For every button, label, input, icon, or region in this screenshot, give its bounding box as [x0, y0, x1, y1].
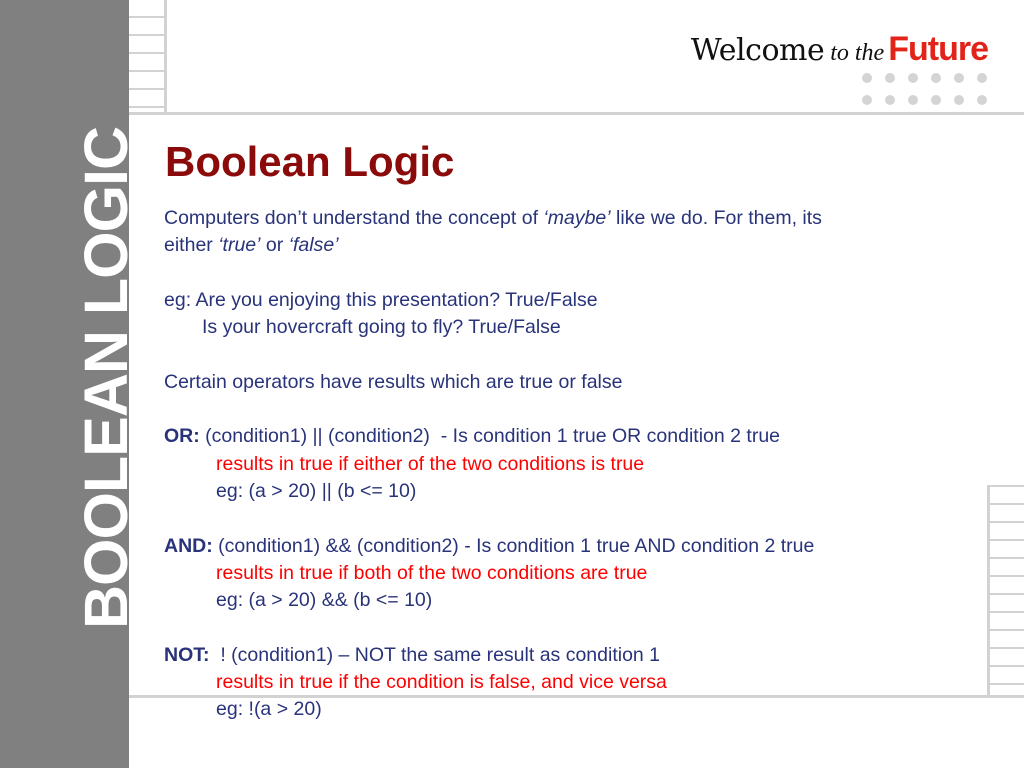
sidebar-vertical-title: BOOLEAN LOGIC	[72, 126, 140, 630]
slide-title: Boolean Logic	[165, 138, 455, 185]
and-result: results in true if both of the two conditions are true	[216, 561, 648, 584]
operators-intro: Certain operators have results which are true or false	[164, 370, 623, 393]
brand-to-the: to the	[830, 40, 885, 66]
example-line-2: Is your hovercraft going to fly? True/False	[202, 316, 561, 339]
dot	[862, 73, 872, 83]
true-word: ‘true’	[218, 234, 261, 257]
or-description: (condition1) || (condition2) - Is condition 1 true OR condition 2 true	[199, 425, 781, 448]
dot	[931, 95, 941, 105]
and-label: AND:	[164, 534, 213, 557]
not-definition	[164, 642, 954, 669]
maybe-word: ‘maybe’	[543, 207, 611, 229]
intro-text: like we do. For them, its	[610, 207, 822, 229]
dot	[954, 95, 964, 105]
dot	[931, 73, 941, 83]
dot	[977, 73, 987, 83]
or-example: eg: (a > 20) || (b <= 10)	[216, 479, 417, 502]
top-divider	[129, 112, 1024, 115]
intro-line-1	[164, 205, 954, 232]
dot	[862, 95, 872, 105]
top-left-grid-decoration	[129, 0, 164, 112]
intro-text: or	[260, 234, 289, 257]
not-example: eg: !(a > 20)	[216, 698, 322, 721]
and-example: eg: (a > 20) && (b <= 10)	[216, 589, 433, 612]
bottom-right-grid-edge	[987, 485, 990, 698]
top-left-grid-edge	[164, 0, 167, 114]
and-definition	[164, 533, 954, 560]
dot	[954, 73, 964, 83]
false-word: ‘false’	[288, 234, 339, 257]
intro-text: Computers don’t understand the concept of	[164, 207, 544, 229]
brand-future: Future	[888, 30, 988, 68]
and-description: (condition1) && (condition2) - Is condition 1 true AND condition 2 true	[212, 534, 815, 557]
brand-logo	[691, 30, 988, 69]
sidebar-band	[0, 0, 140, 768]
dot	[885, 95, 895, 105]
dot	[908, 95, 918, 105]
bottom-right-grid-decoration	[990, 485, 1024, 695]
dot	[977, 95, 987, 105]
brand-welcome: Welcome	[690, 33, 825, 68]
not-description: ! (condition1) – NOT the same result as condition 1	[209, 643, 661, 666]
slide-body	[164, 205, 954, 724]
intro-line-2	[164, 232, 954, 259]
not-label: NOT:	[164, 643, 210, 666]
or-result: results in true if either of the two conditions is true	[216, 452, 645, 475]
brand-dot-pattern	[862, 73, 994, 109]
or-definition	[164, 423, 954, 450]
dot	[908, 73, 918, 83]
or-label: OR:	[164, 425, 200, 448]
not-result: results in true if the condition is false, and vice versa	[216, 671, 667, 694]
intro-text: either	[164, 234, 219, 257]
dot	[885, 73, 895, 83]
example-line-1: eg: Are you enjoying this presentation? True/False	[164, 288, 598, 311]
